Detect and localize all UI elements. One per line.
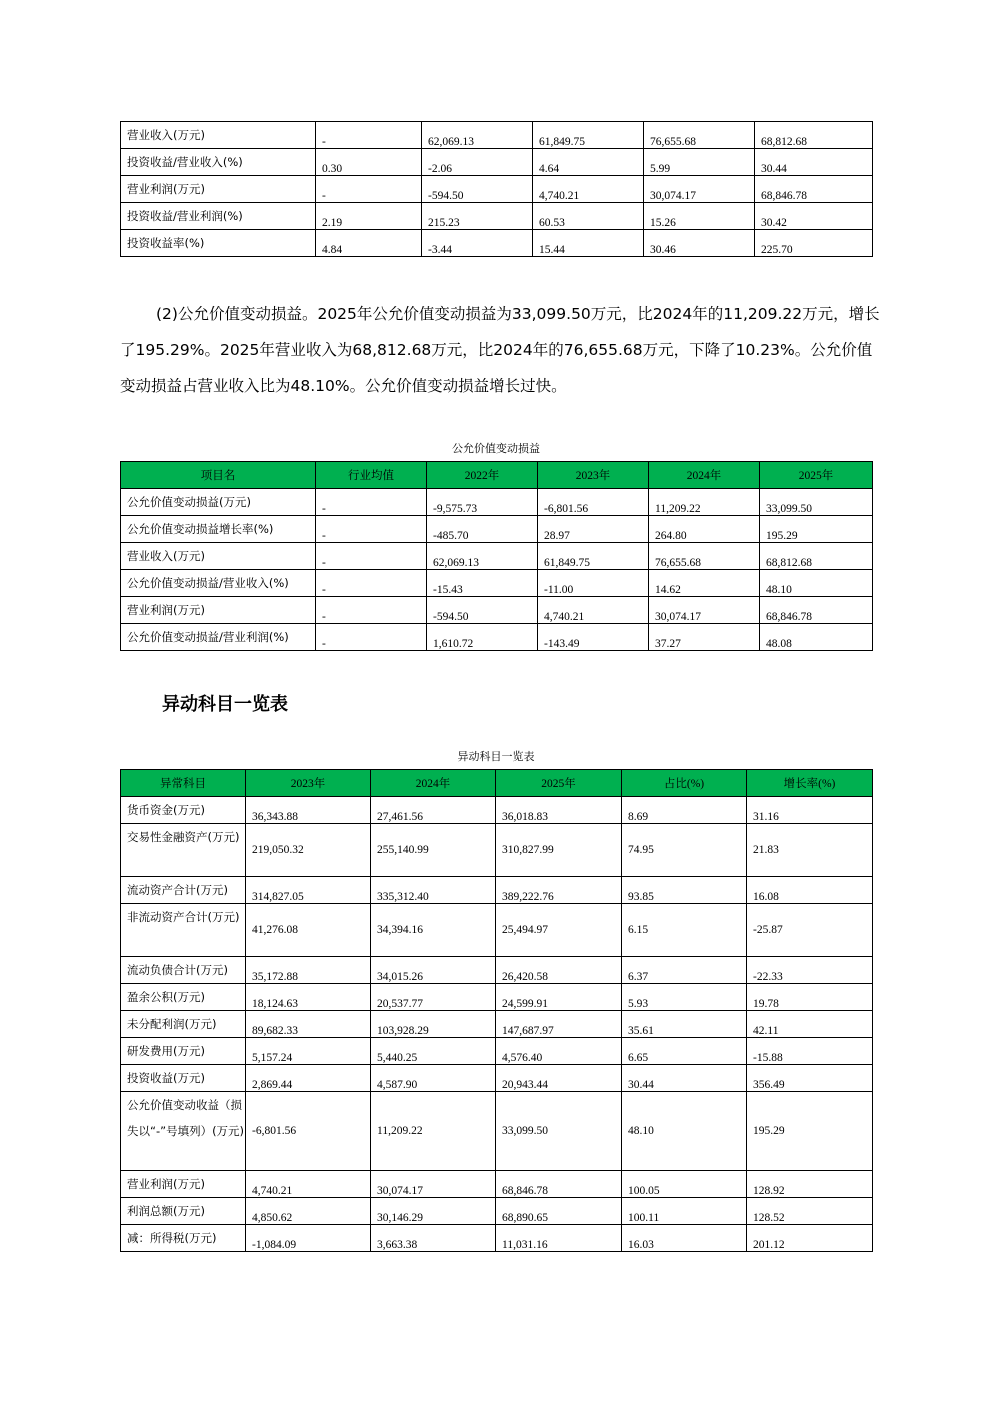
cell: 25,494.97 xyxy=(496,904,622,957)
cell: 24,599.91 xyxy=(496,984,622,1011)
cell: - xyxy=(316,176,422,203)
cell: 27,461.56 xyxy=(371,797,496,824)
cell: 5.93 xyxy=(622,984,747,1011)
cell: 4,587.90 xyxy=(371,1065,496,1092)
cell: 61,849.75 xyxy=(533,122,644,149)
cell: 128.92 xyxy=(747,1171,873,1198)
table-row xyxy=(121,230,873,257)
cell: 3,663.38 xyxy=(371,1225,496,1252)
row-label: 减：所得税(万元) xyxy=(121,1225,246,1252)
cell: 76,655.68 xyxy=(649,543,760,570)
column-header: 2024年 xyxy=(371,770,496,797)
table-row xyxy=(121,1092,873,1171)
cell: 42.11 xyxy=(747,1011,873,1038)
column-header: 行业均值 xyxy=(316,462,427,489)
cell: 195.29 xyxy=(747,1092,873,1171)
cell: 20,537.77 xyxy=(371,984,496,1011)
cell: 35.61 xyxy=(622,1011,747,1038)
cell: 15.26 xyxy=(644,203,755,230)
cell: -594.50 xyxy=(422,176,533,203)
cell: - xyxy=(316,570,427,597)
row-label: 投资收益/营业收入(%) xyxy=(121,149,316,176)
cell: 48.08 xyxy=(760,624,873,651)
cell: 68,890.65 xyxy=(496,1198,622,1225)
fair-value-paragraph: (2)公允价值变动损益。2025年公允价值变动损益为33,099.50万元，比2024年的11,209.22万元，增长了195.29%。2025年营业收入为68,812.68万元，比2024年的76,655.68万元，下降了10.23%。公允价值变动损益占营业收入比为48.10%。公允价值变动损益增长过快。 xyxy=(120,305,880,395)
table-row xyxy=(121,904,873,957)
cell: 6.37 xyxy=(622,957,747,984)
cell: 195.29 xyxy=(760,516,873,543)
table-row xyxy=(121,176,873,203)
cell: 5.99 xyxy=(644,149,755,176)
row-label: 公允价值变动损益/营业利润(%) xyxy=(121,624,316,651)
cell: 4,850.62 xyxy=(246,1198,371,1225)
cell: - xyxy=(316,122,422,149)
cell: 8.69 xyxy=(622,797,747,824)
cell: 4,576.40 xyxy=(496,1038,622,1065)
cell: 4,740.21 xyxy=(246,1171,371,1198)
cell: 89,682.33 xyxy=(246,1011,371,1038)
cell: 20,943.44 xyxy=(496,1065,622,1092)
table-row xyxy=(121,122,873,149)
cell: 28.97 xyxy=(538,516,649,543)
cell: 6.65 xyxy=(622,1038,747,1065)
cell: -485.70 xyxy=(427,516,538,543)
table-caption: 异动科目一览表 xyxy=(457,750,535,763)
column-header: 2023年 xyxy=(538,462,649,489)
cell: 14.62 xyxy=(649,570,760,597)
cell: 30.46 xyxy=(644,230,755,257)
abnormal-items-table xyxy=(120,769,873,1252)
cell: 11,031.16 xyxy=(496,1225,622,1252)
cell: 5,440.25 xyxy=(371,1038,496,1065)
cell: -594.50 xyxy=(427,597,538,624)
cell: 36,343.88 xyxy=(246,797,371,824)
cell: 33,099.50 xyxy=(760,489,873,516)
column-header: 2025年 xyxy=(760,462,873,489)
row-label: 营业收入(万元) xyxy=(121,122,316,149)
table-header-row xyxy=(121,770,873,797)
row-label: 公允价值变动损益(万元) xyxy=(121,489,316,516)
row-label: 公允价值变动损益/营业收入(%) xyxy=(121,570,316,597)
table-row xyxy=(121,624,873,651)
table-row xyxy=(121,1225,873,1252)
cell: 68,846.78 xyxy=(496,1171,622,1198)
column-header: 2022年 xyxy=(427,462,538,489)
cell: - xyxy=(316,624,427,651)
cell: 21.83 xyxy=(747,824,873,877)
cell: 16.08 xyxy=(747,877,873,904)
table-row xyxy=(121,1198,873,1225)
column-header: 2024年 xyxy=(649,462,760,489)
cell: 35,172.88 xyxy=(246,957,371,984)
cell: 34,015.26 xyxy=(371,957,496,984)
cell: 48.10 xyxy=(760,570,873,597)
table-row xyxy=(121,597,873,624)
cell: 76,655.68 xyxy=(644,122,755,149)
table-row xyxy=(121,1171,873,1198)
cell: -3.44 xyxy=(422,230,533,257)
table-row xyxy=(121,489,873,516)
table-row xyxy=(121,543,873,570)
cell: 31.16 xyxy=(747,797,873,824)
cell: 61,849.75 xyxy=(538,543,649,570)
cell: 41,276.08 xyxy=(246,904,371,957)
row-label: 研发费用(万元) xyxy=(121,1038,246,1065)
cell: 68,846.78 xyxy=(760,597,873,624)
row-label: 货币资金(万元) xyxy=(121,797,246,824)
cell: 30.44 xyxy=(755,149,873,176)
cell: 6.15 xyxy=(622,904,747,957)
column-header: 增长率(%) xyxy=(747,770,873,797)
cell: -1,084.09 xyxy=(246,1225,371,1252)
row-label: 流动资产合计(万元) xyxy=(121,877,246,904)
cell: 48.10 xyxy=(622,1092,747,1171)
row-label: 投资收益(万元) xyxy=(121,1065,246,1092)
row-label: 流动负债合计(万元) xyxy=(121,957,246,984)
row-label: 非流动资产合计(万元) xyxy=(121,904,246,957)
column-header: 2025年 xyxy=(496,770,622,797)
cell: 34,394.16 xyxy=(371,904,496,957)
cell: 18,124.63 xyxy=(246,984,371,1011)
cell: 4.84 xyxy=(316,230,422,257)
row-label: 投资收益率(%) xyxy=(121,230,316,257)
cell: 68,846.78 xyxy=(755,176,873,203)
cell: 215.23 xyxy=(422,203,533,230)
table-row xyxy=(121,516,873,543)
cell: 30.44 xyxy=(622,1065,747,1092)
row-label: 营业收入(万元) xyxy=(121,543,316,570)
table-row xyxy=(121,984,873,1011)
cell: -6,801.56 xyxy=(246,1092,371,1171)
cell: -9,575.73 xyxy=(427,489,538,516)
cell: 2.19 xyxy=(316,203,422,230)
column-header: 异常科目 xyxy=(121,770,246,797)
cell: 128.52 xyxy=(747,1198,873,1225)
cell: 103,928.29 xyxy=(371,1011,496,1038)
cell: 100.05 xyxy=(622,1171,747,1198)
cell: -6,801.56 xyxy=(538,489,649,516)
cell: 1,610.72 xyxy=(427,624,538,651)
row-label: 公允价值变动损益增长率(%) xyxy=(121,516,316,543)
cell: 255,140.99 xyxy=(371,824,496,877)
cell: 30,074.17 xyxy=(644,176,755,203)
cell: 16.03 xyxy=(622,1225,747,1252)
cell: 147,687.97 xyxy=(496,1011,622,1038)
cell: 68,812.68 xyxy=(760,543,873,570)
table-row xyxy=(121,824,873,877)
cell: 11,209.22 xyxy=(649,489,760,516)
column-header: 占比(%) xyxy=(622,770,747,797)
row-label: 交易性金融资产(万元) xyxy=(121,824,246,877)
cell: 310,827.99 xyxy=(496,824,622,877)
cell: 219,050.32 xyxy=(246,824,371,877)
cell: 62,069.13 xyxy=(427,543,538,570)
cell: -15.88 xyxy=(747,1038,873,1065)
cell: 30,146.29 xyxy=(371,1198,496,1225)
cell: -143.49 xyxy=(538,624,649,651)
cell: 2,869.44 xyxy=(246,1065,371,1092)
row-label: 营业利润(万元) xyxy=(121,1171,246,1198)
cell: 4.64 xyxy=(533,149,644,176)
row-label: 公允价值变动收益（损失以“-”号填列）(万元) xyxy=(121,1092,246,1171)
table-caption: 公允价值变动损益 xyxy=(452,442,540,455)
cell: 4,740.21 xyxy=(538,597,649,624)
table-header-row xyxy=(121,462,873,489)
cell: 74.95 xyxy=(622,824,747,877)
cell: 4,740.21 xyxy=(533,176,644,203)
cell: 5,157.24 xyxy=(246,1038,371,1065)
cell: 201.12 xyxy=(747,1225,873,1252)
cell: 356.49 xyxy=(747,1065,873,1092)
column-header: 2023年 xyxy=(246,770,371,797)
table-row xyxy=(121,957,873,984)
cell: 68,812.68 xyxy=(755,122,873,149)
cell: 11,209.22 xyxy=(371,1092,496,1171)
cell: 30,074.17 xyxy=(649,597,760,624)
cell: 26,420.58 xyxy=(496,957,622,984)
cell: 100.11 xyxy=(622,1198,747,1225)
cell: 62,069.13 xyxy=(422,122,533,149)
row-label: 未分配利润(万元) xyxy=(121,1011,246,1038)
cell: - xyxy=(316,543,427,570)
table-row xyxy=(121,203,873,230)
cell: - xyxy=(316,597,427,624)
row-label: 营业利润(万元) xyxy=(121,176,316,203)
cell: 314,827.05 xyxy=(246,877,371,904)
cell: 60.53 xyxy=(533,203,644,230)
cell: - xyxy=(316,516,427,543)
cell: 225.70 xyxy=(755,230,873,257)
cell: 0.30 xyxy=(316,149,422,176)
cell: 30.42 xyxy=(755,203,873,230)
cell: 19.78 xyxy=(747,984,873,1011)
section-heading: 异动科目一览表 xyxy=(162,694,288,715)
row-label: 营业利润(万元) xyxy=(121,597,316,624)
table-row xyxy=(121,1011,873,1038)
table-row xyxy=(121,797,873,824)
cell: -15.43 xyxy=(427,570,538,597)
investment-income-table xyxy=(120,121,873,257)
row-label: 投资收益/营业利润(%) xyxy=(121,203,316,230)
cell: -22.33 xyxy=(747,957,873,984)
cell: 37.27 xyxy=(649,624,760,651)
table-row xyxy=(121,570,873,597)
cell: -11.00 xyxy=(538,570,649,597)
table-row xyxy=(121,1065,873,1092)
cell: 30,074.17 xyxy=(371,1171,496,1198)
cell: -25.87 xyxy=(747,904,873,957)
row-label: 利润总额(万元) xyxy=(121,1198,246,1225)
fair-value-table xyxy=(120,461,873,651)
cell: 93.85 xyxy=(622,877,747,904)
cell: 15.44 xyxy=(533,230,644,257)
cell: -2.06 xyxy=(422,149,533,176)
cell: 335,312.40 xyxy=(371,877,496,904)
cell: 33,099.50 xyxy=(496,1092,622,1171)
cell: 264.80 xyxy=(649,516,760,543)
table-row xyxy=(121,877,873,904)
column-header: 项目名 xyxy=(121,462,316,489)
cell: - xyxy=(316,489,427,516)
cell: 36,018.83 xyxy=(496,797,622,824)
table-row xyxy=(121,149,873,176)
row-label: 盈余公积(万元) xyxy=(121,984,246,1011)
cell: 389,222.76 xyxy=(496,877,622,904)
table-row xyxy=(121,1038,873,1065)
